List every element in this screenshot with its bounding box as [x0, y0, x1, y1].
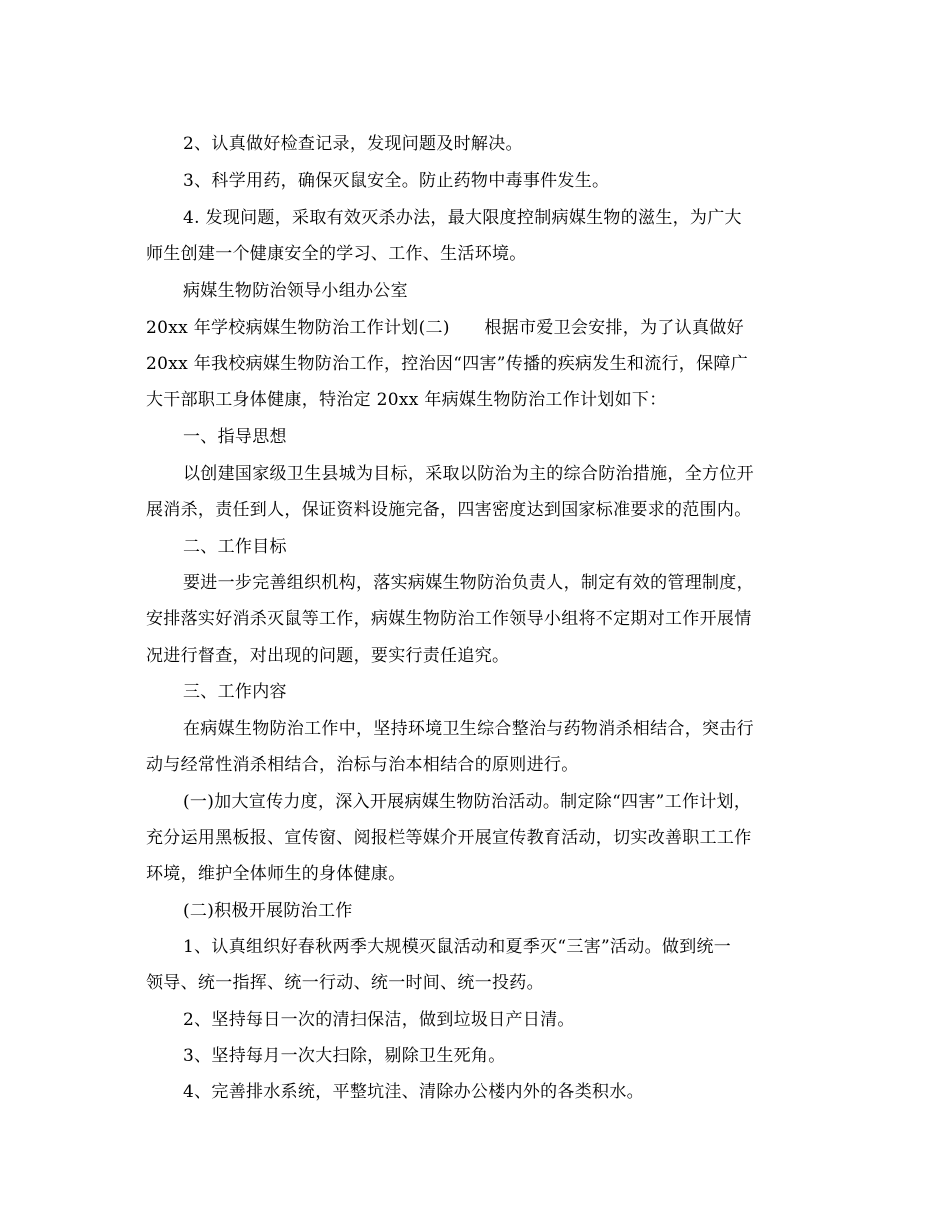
- paragraph-line: 师生创建一个健康安全的学习、工作、生活环境。: [146, 244, 527, 264]
- paragraph-line: 以创建国家级卫生县城为目标，采取以防治为主的综合防治措施，全方位开: [183, 464, 754, 484]
- paragraph-line: 要进一步完善组织机构，落实病媒生物防治负责人，制定有效的管理制度，: [183, 573, 754, 593]
- paragraph-line: (一)加大宣传力度，深入开展病媒生物防治活动。制定除“四害”工作计划，: [183, 792, 752, 812]
- paragraph-line: 3、坚持每月一次大扫除，剔除卫生死角。: [183, 1046, 506, 1066]
- office-signature: 病媒生物防治领导小组办公室: [183, 281, 408, 301]
- paragraph-line: 4、完善排水系统，平整坑洼、清除办公楼内外的各类积水。: [183, 1082, 644, 1102]
- paragraph-line: 况进行督查，对出现的问题，要实行责任追究。: [146, 646, 510, 666]
- subsection-heading: (二)积极开展防治工作: [183, 901, 353, 921]
- paragraph-line: 2、认真做好检查记录，发现问题及时解决。: [183, 134, 523, 154]
- paragraph-line: 大干部职工身体健康，特治定 20xx 年病媒生物防治工作计划如下：: [146, 390, 667, 410]
- paragraph-line: 1、认真组织好春秋两季大规模灭鼠活动和夏季灭“三害”活动。做到统一: [183, 937, 732, 957]
- paragraph-line: 20xx 年我校病媒生物防治工作，控治因“四害”传播的疾病发生和流行，保障广: [146, 354, 748, 374]
- paragraph-line: 2、坚持每日一次的清扫保洁，做到垃圾日产日清。: [183, 1010, 575, 1030]
- section-heading: 二、工作目标: [183, 537, 287, 557]
- paragraph-line: 环境，维护全体师生的身体健康。: [146, 864, 406, 884]
- paragraph-line: 在病媒生物防治工作中，坚持环境卫生综合整治与药物消杀相结合，突击行: [183, 719, 754, 739]
- paragraph-line: 4. 发现问题，采取有效灭杀办法，最大限度控制病媒生物的滋生，为广大: [183, 208, 742, 228]
- section-heading-line: 20xx 年学校病媒生物防治工作计划(二) 根据市爱卫会安排，为了认真做好: [146, 318, 744, 338]
- paragraph-line: 展消杀，责任到人，保证资料设施完备，四害密度达到国家标准要求的范围内。: [146, 500, 752, 520]
- paragraph-line: 3、科学用药，确保灭鼠安全。防止药物中毒事件发生。: [183, 171, 610, 191]
- paragraph-line: 安排落实好消杀灭鼠等工作，病媒生物防治工作领导小组将不定期对工作开展情: [146, 609, 752, 629]
- paragraph-line: 动与经常性消杀相结合，治标与治本相结合的原则进行。: [146, 755, 579, 775]
- paragraph-line: 领导、统一指挥、统一行动、统一时间、统一投药。: [146, 973, 544, 993]
- section-heading: 三、工作内容: [183, 682, 287, 702]
- paragraph-line: 充分运用黑板报、宣传窗、阅报栏等媒介开展宣传教育活动，切实改善职工工作: [146, 828, 752, 848]
- section-heading: 一、指导思想: [183, 427, 287, 447]
